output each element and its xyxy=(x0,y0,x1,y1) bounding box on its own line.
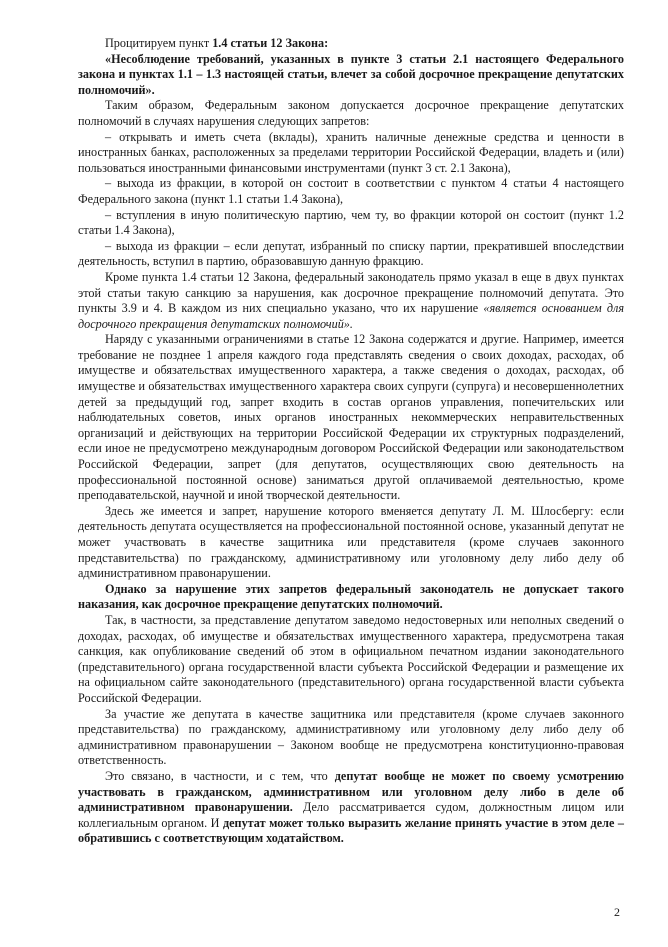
paragraph-8: Кроме пункта 1.4 статьи 12 Закона, федеральный законодатель прямо указал в еще в двух пунктах этой статьи такую санкцию за нарушения, как досрочное прекращение полномочий депутата. Это пункты 3.9 и 4. В каждом из них специально указано, что их нарушение «является основанием для досрочного прекращения депутатских полномочий». xyxy=(78,269,625,331)
paragraph-14: Это связано, в частности, и с тем, что депутат вообще не может по своему усмотрению участвовать в гражданском, административном или уголовном делу либо в деле об административном правонарушении. Дело рассматривается судом, должностным лицом или коллегиальным органом. И депутат может только выразить желание принять участие в этом деле – обратившись с соответствующим ходатайством. xyxy=(78,768,624,846)
paragraph-13: За участие же депутата в качестве защитника или представителя (кроме случаев законного представительства) по гражданскому, административному или уголовному делу либо делу об административном правонарушении – Законом вообще не предусмотрена конституционно-правовая ответственность. xyxy=(78,706,624,768)
paragraph-11-bold: Однако за нарушение этих запретов федеральный законодатель не допускает такого наказания, как досрочное прекращение депутатских полномочий. xyxy=(78,581,624,612)
list-item-4: – выхода из фракции – если депутат, избранный по списку партии, прекратившей впоследствии деятельность, вступил в партию, образовавшую данную фракцию. xyxy=(78,238,624,269)
list-item-3: – вступления в иную политическую партию, чем ту, во фракции которой он состоит (пункт 1.2 статьи 1.4 Закона), xyxy=(78,207,624,238)
paragraph-10: Здесь же имеется и запрет, нарушение которого вменяется депутату Л. М. Шлосбергу: если деятельность депутата осуществляется на профессиональной постоянной основе, указанный депутат не может участвовать в качестве защитника или представителя (кроме случаев законного представительства) по гражданскому, административному или уголовному делу либо делу об административном правонарушении. xyxy=(78,503,624,581)
paragraph-12: Так, в частности, за представление депутатом заведомо недостоверных или неполных сведений о доходах, расходах, об имуществе и обязательствах имущественного характера, предусмотрена такая санкция, как опубликование сведений об этом в официальном печатном издании законодательного (представительного) органа государственной власти субъекта Российской Федерации и размещение их на официальном сайте законодательного (представительного) органа государственной власти субъекта Российской Федерации. xyxy=(78,612,624,705)
list-item-1: – открывать и иметь счета (вклады), хранить наличные денежные средства и ценности в иностранных банках, расположенных за пределами территории Российской Федерации, владеть и (или) пользоваться иностранными финансовыми инструментами (пункт 3 ст. 2.1 Закона), xyxy=(78,129,624,175)
paragraph-2-quote: «Несоблюдение требований, указанных в пункте 3 статьи 2.1 настоящего Федерального закона и пунктах 1.1 – 1.3 настоящей статьи, влечет за собой досрочное прекращение депутатских полномочий». xyxy=(78,51,624,97)
page-number: 2 xyxy=(614,905,620,919)
list-item-2: – выхода из фракции, в которой он состоит в соответствии с пунктом 4 статьи 4 настоящего Федерального закона (пункт 1.1 статьи 1.4 Закона), xyxy=(78,176,624,206)
paragraph-1: Процитируем пункт 1.4 статьи 12 Закона: xyxy=(105,36,329,50)
paragraph-9: Наряду с указанными ограничениями в статье 12 Закона содержатся и другие. Например, имеется требование не позднее 1 апреля каждого года представлять сведения о своих доходах, расходах, об имуществе и обязательствах имущественного характера, а также сведения о доходах, расходах, об имуществе и обязательствах имущественного характера своих супруги (супруга) и несовершеннолетних детей за предыдущий год, запрет входить в состав органов управления, попечительских или наблюдательных советов, иных органов иностранных некоммерческих неправительственных организаций и действующих на территории Российской Федерации их структурных подразделений, если иное не предусмотрено международным договором Российской Федерации или законодательством Российской Федерации, запрет (для депутатов, осуществляющих свою деятельность на профессиональной постоянной основе) заниматься другой оплачиваемой деятельностью, кроме преподавательской, научной и иной творческой деятельности. xyxy=(78,332,624,503)
paragraph-3: Таким образом, Федеральным законом допускается досрочное прекращение депутатских полномочий в случаях нарушения следующих запретов: xyxy=(78,98,624,128)
